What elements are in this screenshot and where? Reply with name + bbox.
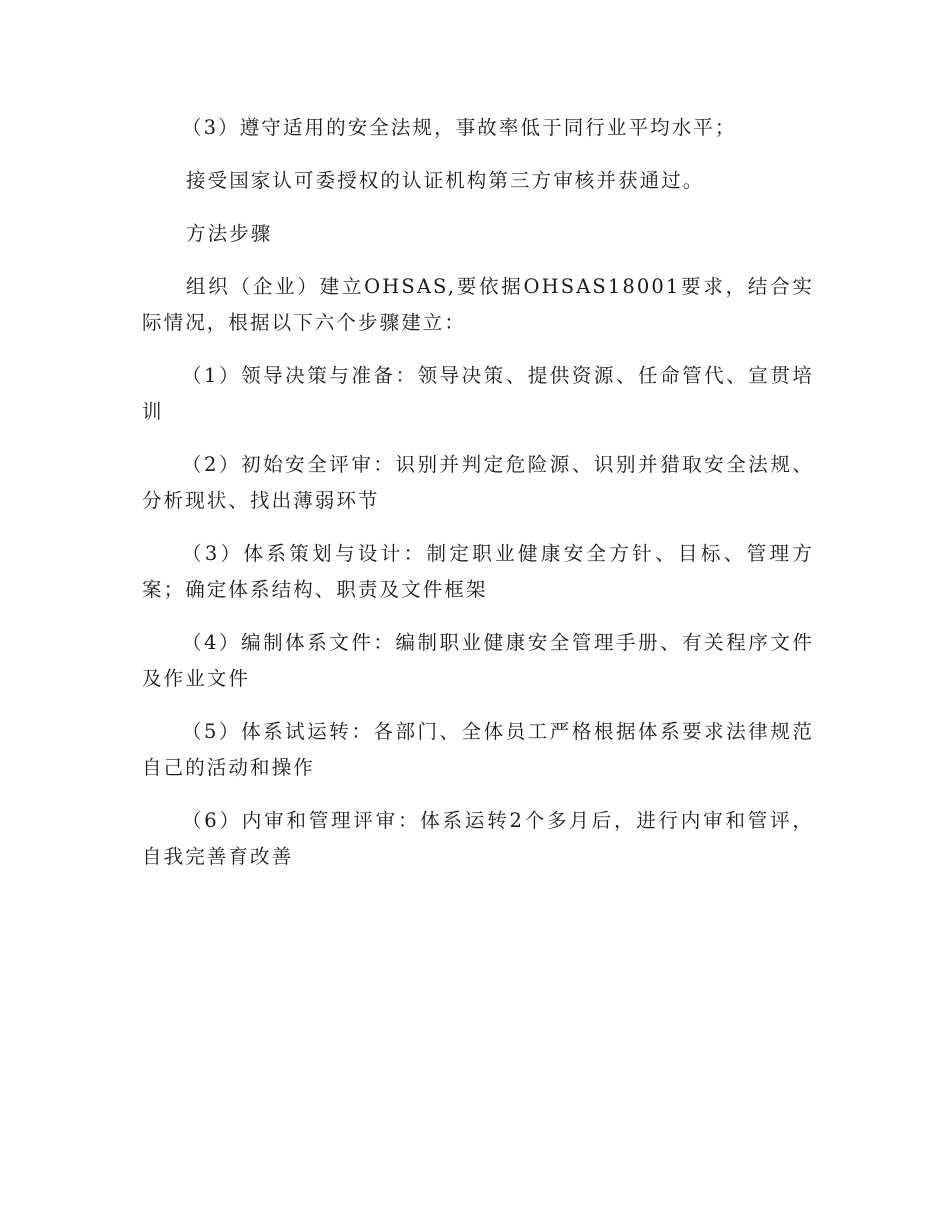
paragraph-certification: 接受国家认可委授权的认证机构第三方审核并获通过。	[186, 169, 705, 192]
step-6: （6）内审和管理评审：体系运转2个多月后，进行内审和管评，自我完善育改善	[142, 809, 814, 868]
step-2: （2）初始安全评审：识别并判定危险源、识别并猎取安全法规、分析现状、找出薄弱环节	[142, 453, 814, 512]
paragraph-requirement-3: （3）遵守适用的安全法规，事故率低于同行业平均水平；	[182, 116, 737, 139]
step-1: （1）领导决策与准备：领导决策、提供资源、任命管代、宣贯培训	[142, 364, 814, 423]
document-body	[142, 110, 814, 892]
step-5: （5）体系试运转：各部门、全体员工严格根据体系要求法律规范自己的活动和操作	[142, 720, 814, 779]
paragraph-intro: 组织（企业）建立OHSAS,要依据OHSAS18001要求，结合实际情况，根据以下六个步骤建立：	[142, 275, 814, 334]
step-4: （4）编制体系文件：编制职业健康安全管理手册、有关程序文件及作业文件	[142, 631, 814, 690]
section-heading-method-steps: 方法步骤	[186, 222, 273, 245]
step-3: （3）体系策划与设计：制定职业健康安全方针、目标、管理方案；确定体系结构、职责及文件框架	[142, 542, 814, 601]
